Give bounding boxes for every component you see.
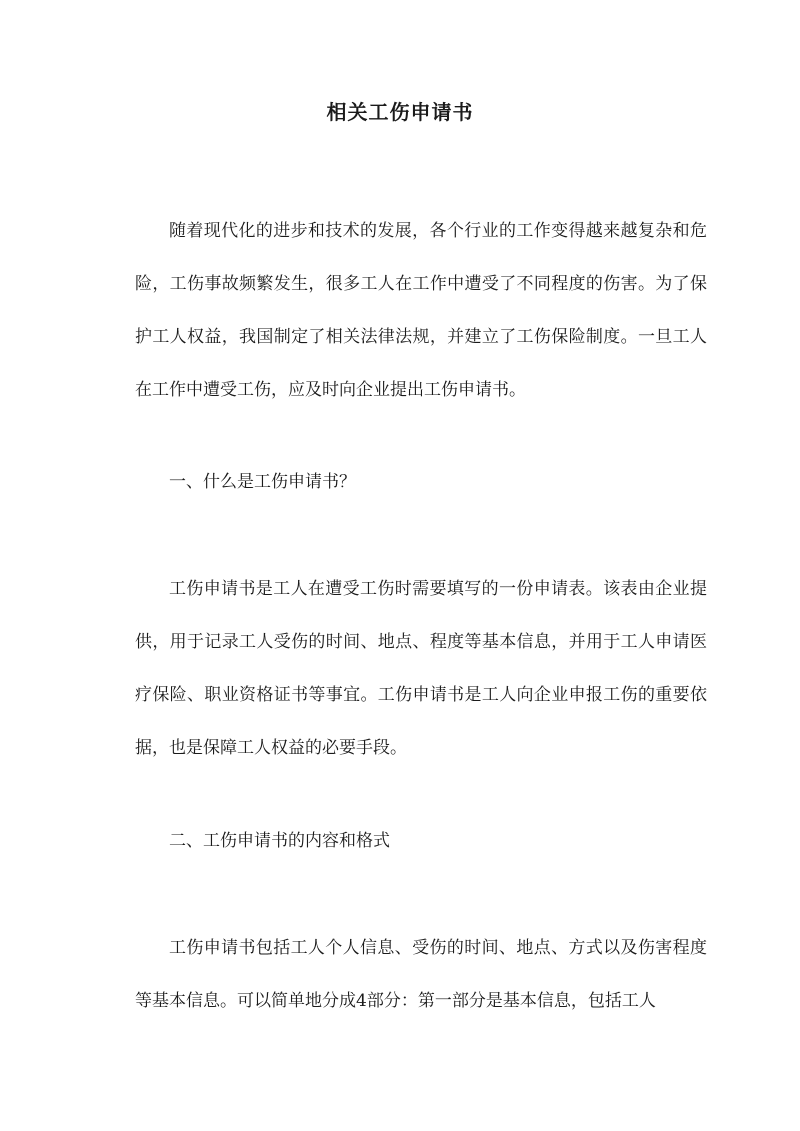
section-heading-what-is: 一、什么是工伤申请书？ <box>169 472 356 492</box>
document-title: 相关工伤申请书 <box>326 100 474 124</box>
section-heading-content-format: 二、工伤申请书的内容和格式 <box>169 831 390 851</box>
paragraph-definition: 工伤申请书是工人在遭受工伤时需要填写的一份申请表。该表由企业提供，用于记录工人受伤的时间、地点、程度等基本信息，并用于工人申请医疗保险、职业资格证书等事宜。工伤申请书是工人向企业申报工伤的重要依据，也是保障工人权益的必要手段。 <box>135 579 707 758</box>
paragraph-content: 工伤申请书包括工人个人信息、受伤的时间、地点、方式以及伤害程度等基本信息。可以简单地分成4部分：第一部分是基本信息，包括工人 <box>135 938 707 1011</box>
paragraph-intro: 随着现代化的进步和技术的发展，各个行业的工作变得越来越复杂和危险，工伤事故频繁发生，很多工人在工作中遭受了不同程度的伤害。为了保护工人权益，我国制定了相关法律法规，并建立了工伤保险制度。一旦工人在工作中遭受工伤，应及时向企业提出工伤申请书。 <box>135 221 707 400</box>
